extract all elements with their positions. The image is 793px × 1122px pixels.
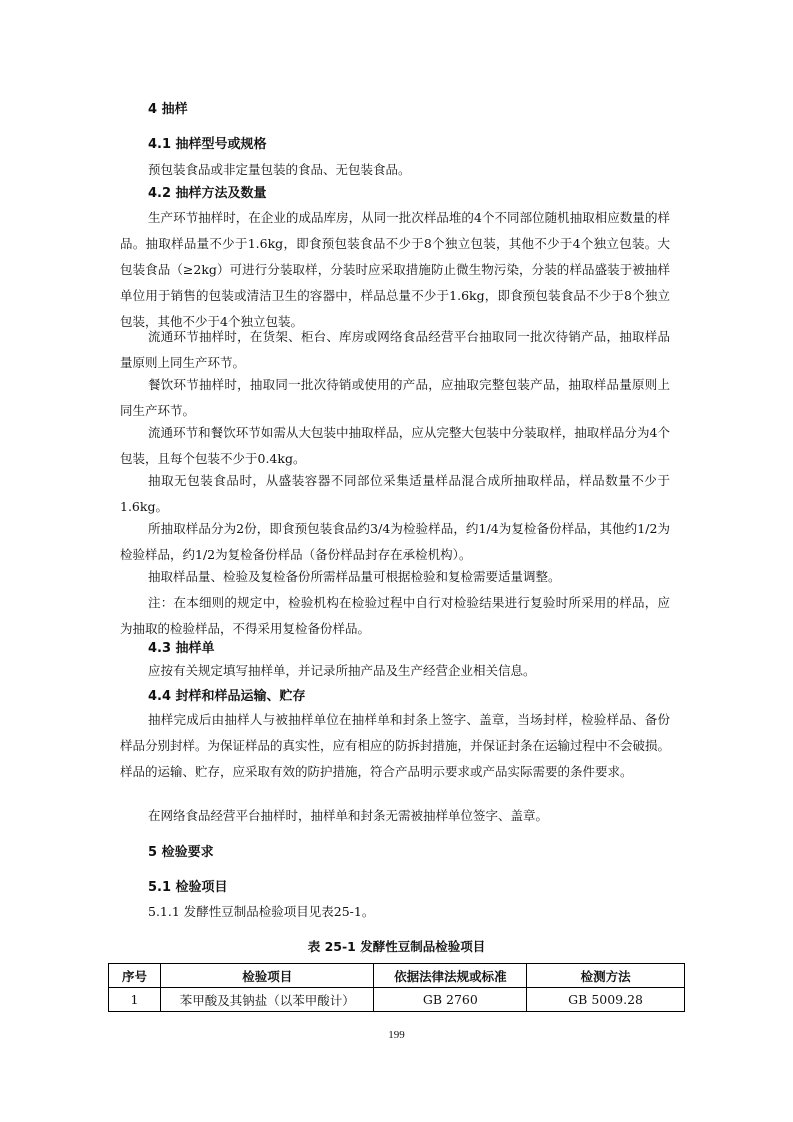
- section-4-4-paragraph-2: 在网络食品经营平台抽样时，抽样单和封条无需被抽样单位签字、盖章。: [148, 808, 549, 823]
- column-header-index: 序号: [109, 964, 161, 988]
- section-5-1-heading: 5.1 检验项目: [148, 880, 228, 895]
- table-cell-standard: GB 2760: [374, 988, 527, 1012]
- column-header-item: 检验项目: [160, 964, 374, 988]
- table-cell-method: GB 5009.28: [527, 988, 685, 1012]
- section-4-2-paragraph-6: 所抽取样品分为2份，即食预包装食品约3/4为检验样品，约1/4为复检备份样品，其他约1/2为检验样品，约1/2为复检备份样品（备份样品封存在承检机构）。: [120, 521, 670, 562]
- section-4-2-paragraph-7: 抽取样品量、检验及复检备份所需样品量可根据检验和复检需要适量调整。: [148, 569, 561, 584]
- section-4-1-text: 预包装食品或非定量包装的食品、无包装食品。: [148, 162, 411, 177]
- section-4-2-paragraph-2: 流通环节抽样时，在货架、柜台、库房或网络食品经营平台抽取同一批次待销产品，抽取样品量原则上同生产环节。: [120, 329, 670, 370]
- section-4-2-heading: 4.2 抽样方法及数量: [148, 186, 267, 201]
- column-header-standard: 依据法律法规或标准: [374, 964, 527, 988]
- section-5-1-1-text: 5.1.1 发酵性豆制品检验项目见表25-1。: [148, 904, 375, 919]
- section-5-heading: 5 检验要求: [148, 845, 214, 860]
- table-header-row: [109, 964, 685, 988]
- section-4-2-note: 注：在本细则的规定中，检验机构在检验过程中自行对检验结果进行复验时所采用的样品，应为抽取的检验样品，不得采用复检备份样品。: [120, 595, 670, 636]
- table-cell-item: 苯甲酸及其钠盐（以苯甲酸计）: [160, 988, 374, 1012]
- section-4-heading: 4 抽样: [148, 102, 188, 117]
- table-row: [109, 988, 685, 1012]
- page-number: 199: [388, 1029, 405, 1041]
- inspection-items-table: [108, 963, 685, 1012]
- section-4-3-heading: 4.3 抽样单: [148, 641, 215, 656]
- column-header-method: 检测方法: [527, 964, 685, 988]
- section-4-4-paragraph-1: 抽样完成后由抽样人与被抽样单位在抽样单和封条上签字、盖章，当场封样，检验样品、备份样品分别封样。为保证样品的真实性，应有相应的防拆封措施，并保证封条在运输过程中不会破损。样品的运输、贮存，应采取有效的防护措施，符合产品明示要求或产品实际需要的条件要求。: [120, 712, 671, 779]
- table-cell-index: 1: [109, 988, 161, 1012]
- section-4-2-paragraph-4: 流通环节和餐饮环节如需从大包装中抽取样品，应从完整大包装中分装取样，抽取样品分为4个包装，且每个包装不少于0.4kg。: [120, 425, 670, 466]
- table-caption: 表 25-1 发酵性豆制品检验项目: [307, 939, 486, 954]
- section-4-2-paragraph-3: 餐饮环节抽样时，抽取同一批次待销或使用的产品，应抽取完整包装产品，抽取样品量原则上同生产环节。: [120, 377, 670, 418]
- section-4-4-heading: 4.4 封样和样品运输、贮存: [148, 689, 306, 704]
- section-4-2-paragraph-5: 抽取无包装食品时，从盛装容器不同部位采集适量样品混合成所抽取样品，样品数量不少于1.6kg。: [120, 473, 670, 514]
- section-4-1-heading: 4.1 抽样型号或规格: [148, 137, 267, 152]
- section-4-3-text: 应按有关规定填写抽样单，并记录所抽产品及生产经营企业相关信息。: [148, 663, 536, 678]
- section-4-2-paragraph-1: 生产环节抽样时，在企业的成品库房，从同一批次样品堆的4个不同部位随机抽取相应数量的样品。抽取样品量不少于1.6kg，即食预包装食品不少于8个独立包装，其他不少于4个独立包装。大包装食品（≥2kg）可进行分装取样，分装时应采取措施防止微生物污染，分装的样品盛装于被抽样单位用于销售的包装或清洁卫生的容器中，样品总量不少于1.6kg，即食预包装食品不少于8个独立包装，其他不少于4个独立包装。: [120, 210, 670, 329]
